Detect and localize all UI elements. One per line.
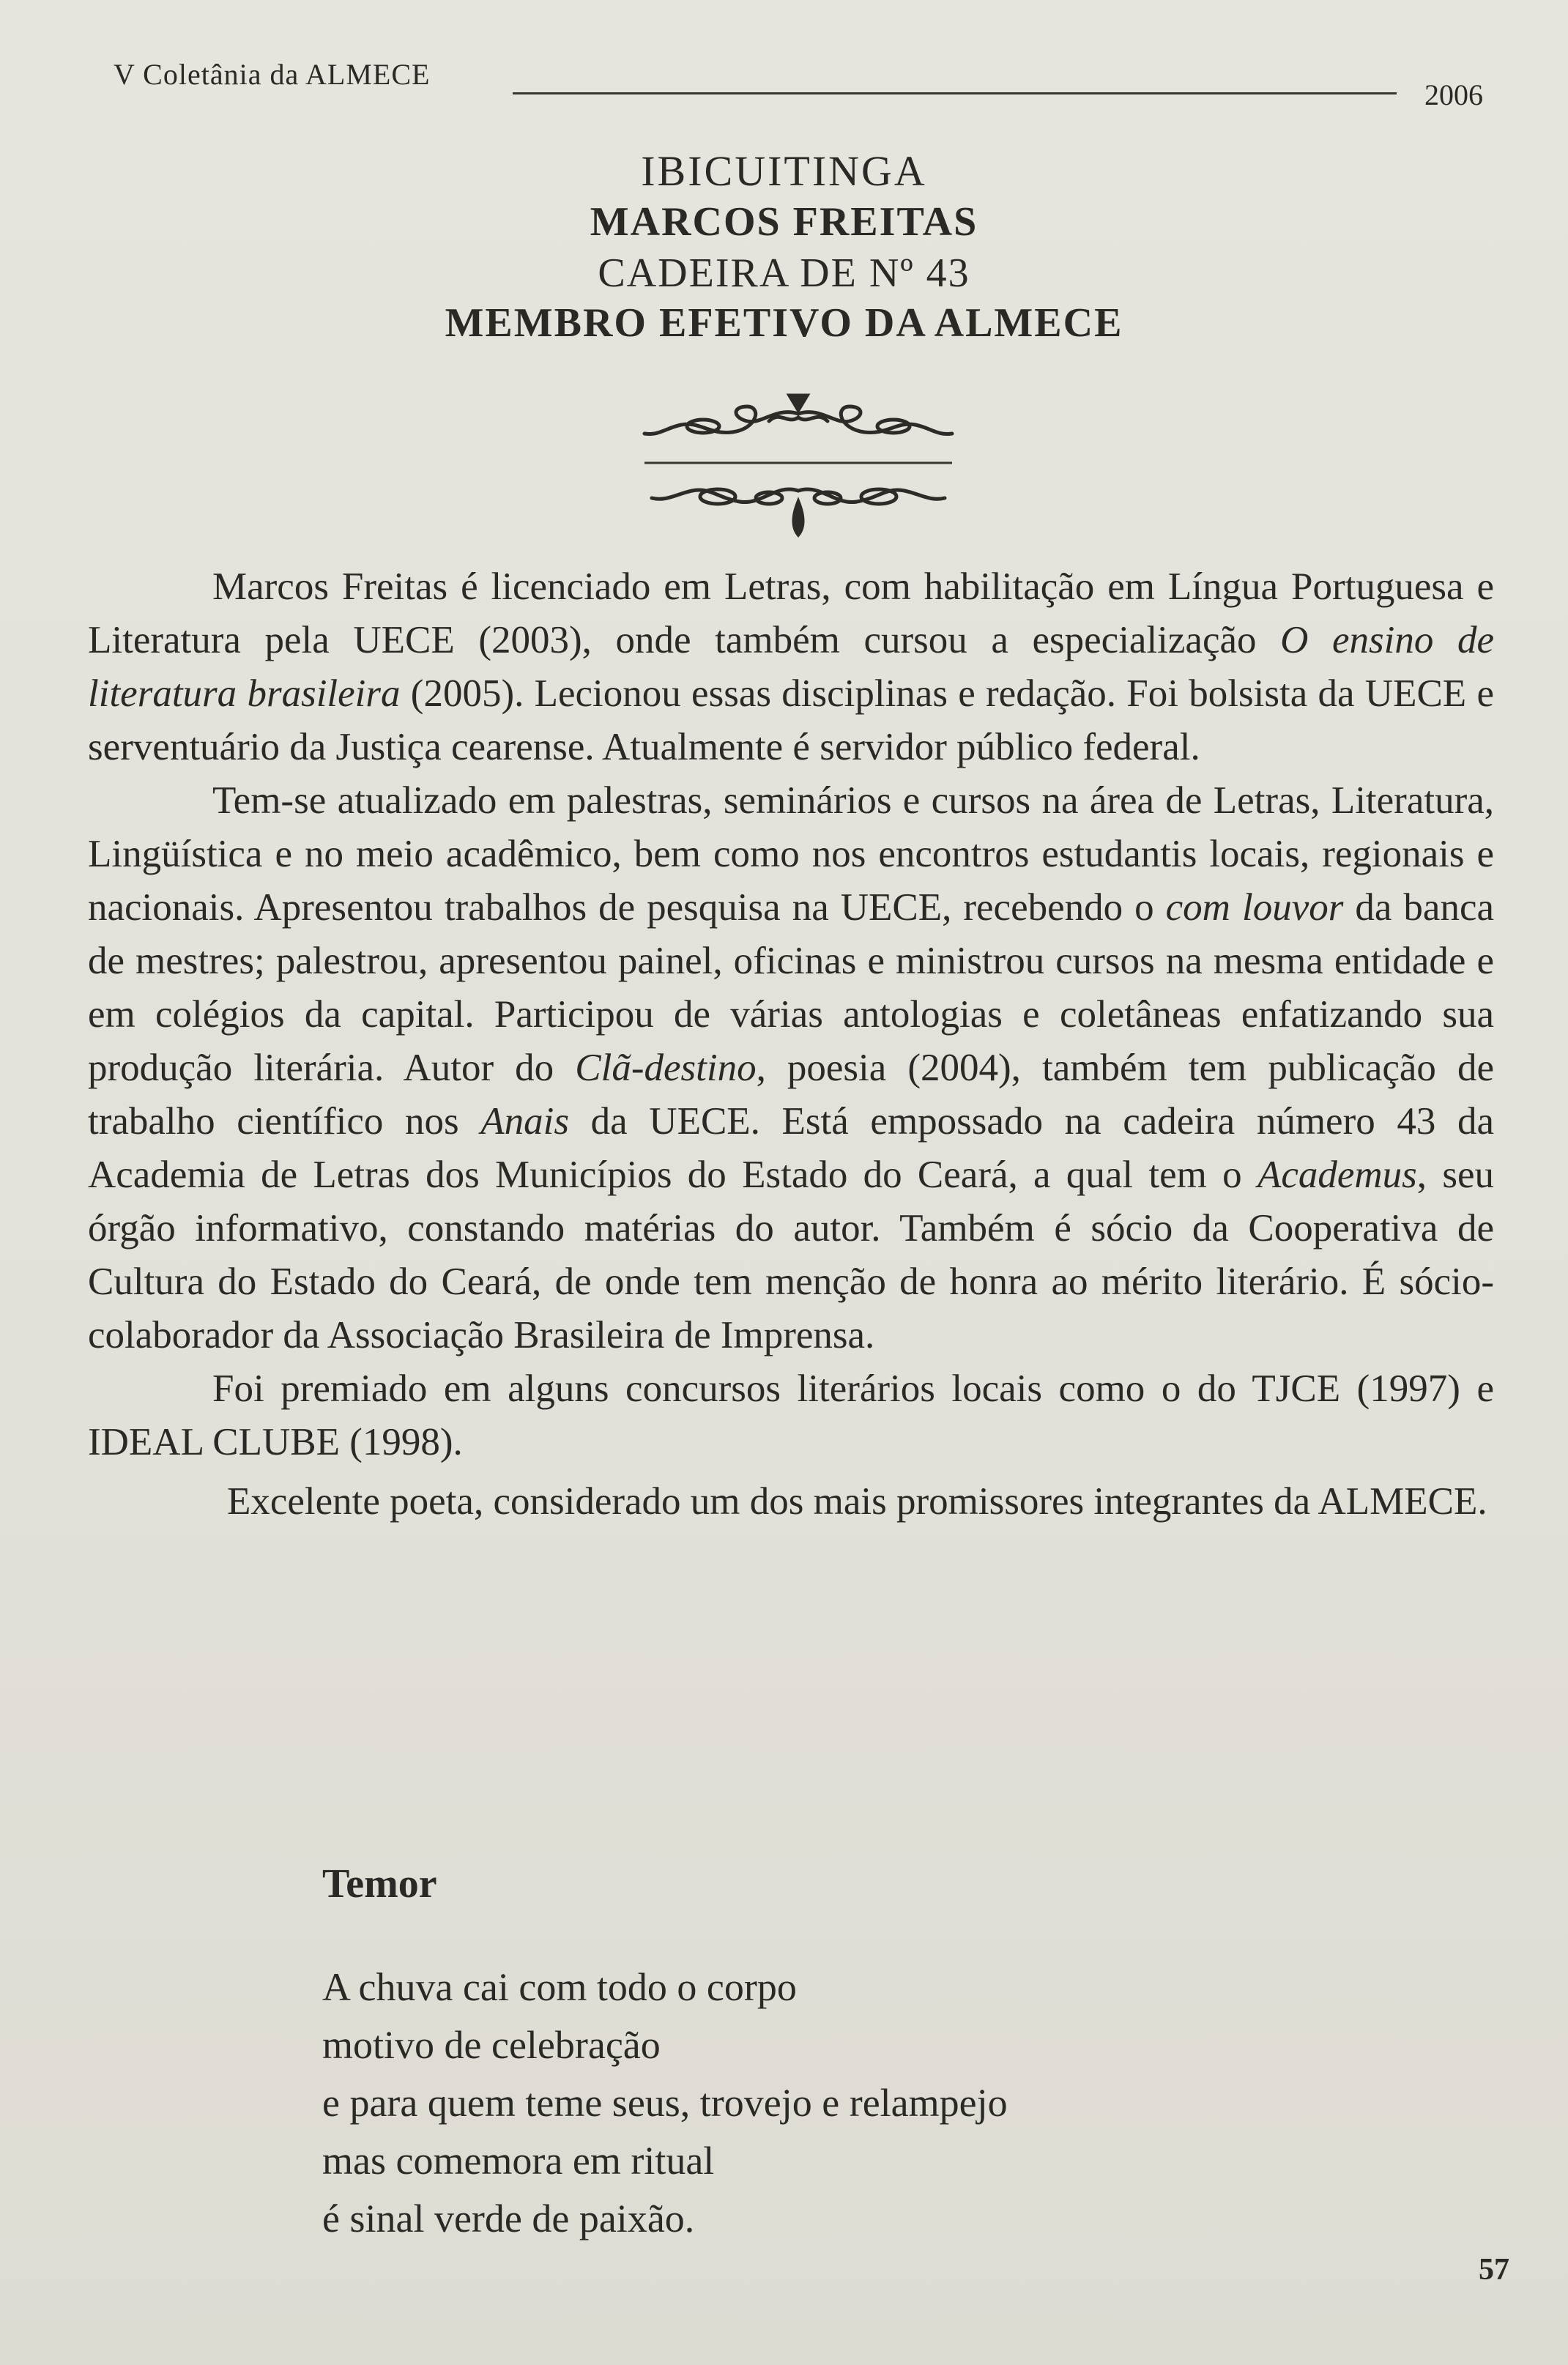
bio-paragraph-4: Excelente poeta, considerado um dos mais promissores integrantes da ALMECE.	[227, 1480, 1487, 1523]
poem-line: mas comemora em ritual	[322, 2139, 715, 2183]
bio-italic-title: Clã-destino	[575, 1047, 757, 1089]
poem-line: é sinal verde de paixão.	[322, 2197, 695, 2240]
poem-line: motivo de celebração	[322, 2023, 661, 2067]
running-head-rule	[513, 92, 1397, 94]
bio-text: da UECE. Está empossado na cadeira número 43 da Academia de Letras dos Municípios do Estado do Ceará, a qual tem o	[88, 1100, 1494, 1196]
bio-text: Marcos Freitas é licenciado em Letras, com habilitação em Língua Portuguesa e Literatura pela UECE (2003), onde também cursou a especialização	[88, 565, 1494, 661]
author-biography	[88, 560, 1494, 1529]
bio-paragraph-2	[88, 774, 1494, 1362]
bio-paragraph-3: Foi premiado em alguns concursos literários locais como o do TJCE (1997) e IDEAL CLUBE (1998).	[88, 1367, 1494, 1463]
bio-paragraph-1	[88, 560, 1494, 774]
running-head-year: 2006	[1424, 78, 1483, 111]
bio-italic-title: com louvor	[1165, 886, 1344, 929]
poem-line: A chuva cai com todo o corpo	[322, 1965, 797, 2009]
poem	[322, 1860, 1008, 2248]
heading-chair: CADEIRA DE Nº 43	[598, 250, 970, 296]
bio-italic-title: O ensino de literatura brasileira	[88, 619, 1494, 715]
bio-text: , seu órgão informativo, constando matérias do autor. Também é sócio da Cooperativa de Cultura do Estado do Ceará, de onde tem menção de honra ao mérito literário. É sócio-colaborador da Associação Brasileira de Imprensa.	[88, 1154, 1494, 1356]
poem-line: e para quem teme seus, trovejo e relampejo	[322, 2081, 1008, 2125]
heading-member: MEMBRO EFETIVO DA ALMECE	[445, 300, 1123, 346]
poem-title: Temor	[322, 1861, 437, 1907]
heading-author-name: MARCOS FREITAS	[590, 199, 978, 245]
bio-italic-title: Anais	[480, 1100, 570, 1143]
bio-text: da banca de mestres; palestrou, apresentou painel, oficinas e ministrou cursos na mesma entidade e em colégios da capital. Participou de várias antologias e coletâneas enfatizando sua produção literária. Autor do	[88, 886, 1494, 1089]
running-head	[114, 57, 1483, 116]
floral-divider-icon	[623, 381, 974, 549]
author-heading	[0, 147, 1568, 346]
bio-text: (2005). Lecionou essas disciplinas e redação. Foi bolsista da UECE e serventuário da Justiça cearense. Atualmente é servidor público federal.	[88, 672, 1494, 768]
heading-city: IBICUITINGA	[641, 147, 927, 195]
running-head-title: V Coletânia da ALMECE	[114, 58, 431, 91]
bio-text: , poesia (2004), também tem publicação de trabalho científico nos	[88, 1047, 1494, 1143]
bio-italic-title: Academus	[1257, 1154, 1417, 1196]
bio-text: Tem-se atualizado em palestras, seminários e cursos na área de Letras, Literatura, Lingüística e no meio acadêmico, bem como nos encontros estudantis locais, regionais e nacionais. Apresentou trabalhos de pesquisa na UECE, recebendo o	[88, 779, 1494, 929]
page-number: 57	[1479, 2253, 1509, 2287]
